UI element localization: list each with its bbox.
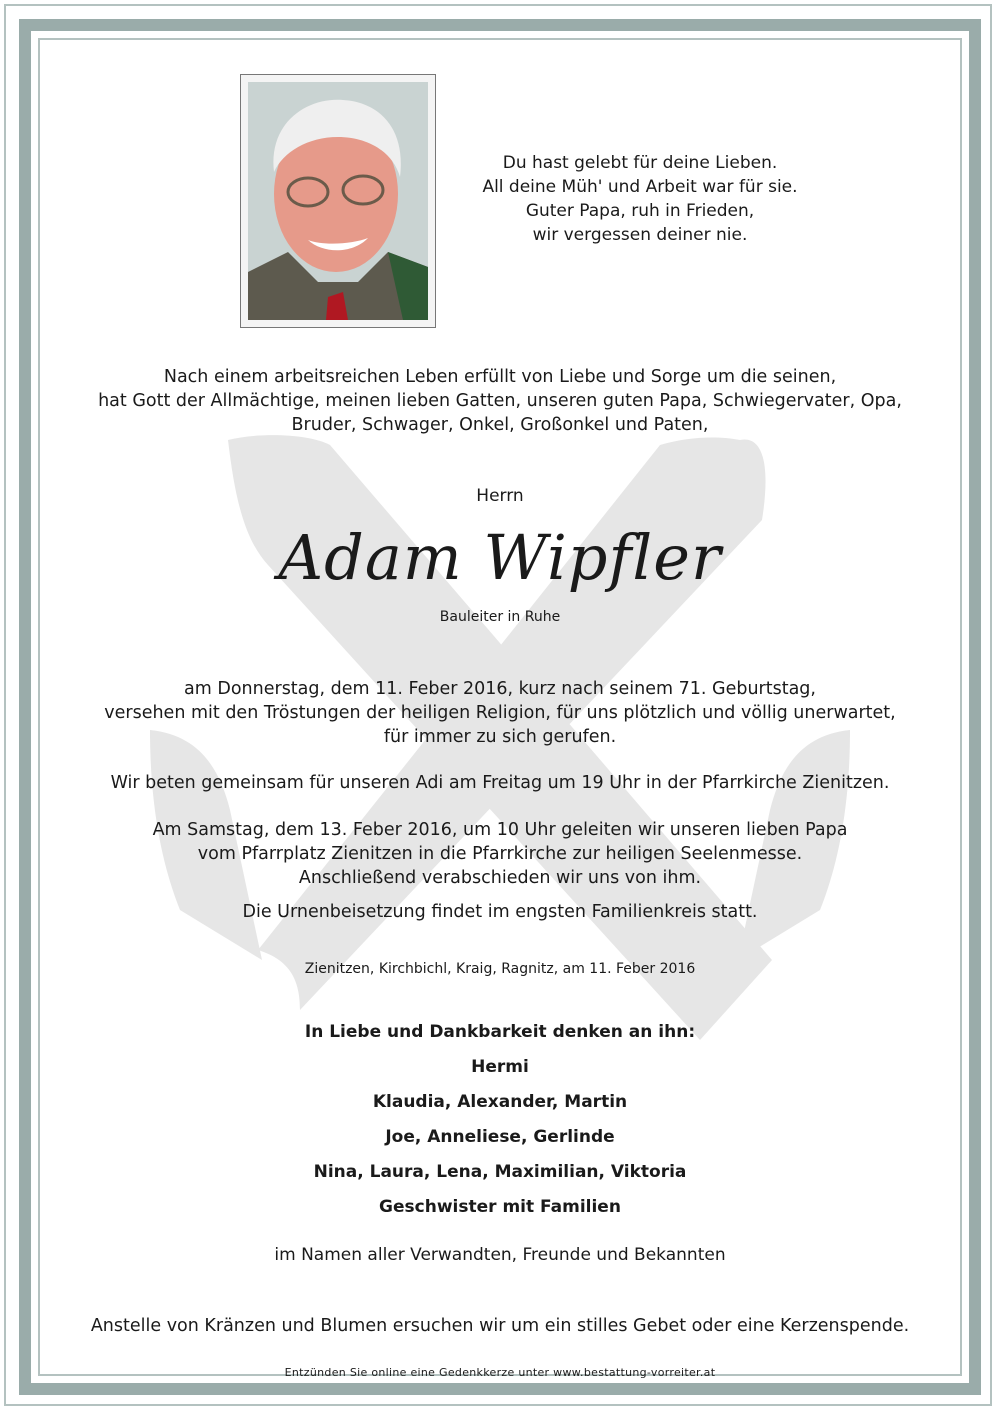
poem-line: All deine Müh' und Arbeit war für sie. [482,177,798,197]
death-line: versehen mit den Tröstungen der heiligen Religion, für uns plötzlich und völlig unerwartet, [104,703,896,723]
death-line: am Donnerstag, dem 11. Feber 2016, kurz nach seinem 71. Geburtstag, [184,679,816,699]
intro-line: hat Gott der Allmächtige, meinen lieben Gatten, unseren guten Papa, Schwiegervater, Opa, [98,391,902,411]
death-line: für immer zu sich gerufen. [383,727,617,747]
funeral-notice [40,818,960,890]
prayer-notice: Wir beten gemeinsam für unseren Adi am Freitag um 19 Uhr in der Pfarrkirche Zienitzen. [110,773,890,793]
portrait-photo [248,82,428,320]
intro-line: Nach einem arbeitsreichen Leben erfüllt von Liebe und Sorge um die seinen, [163,367,837,387]
donation-request: Anstelle von Kränzen und Blumen ersuchen wir um ein stilles Gebet oder eine Kerzenspende. [90,1316,910,1336]
place-date: Zienitzen, Kirchbichl, Kraig, Ragnitz, am 11. Feber 2016 [304,961,696,977]
deceased-name: Adam Wipfler [278,521,722,594]
poem-line: Du hast gelebt für deine Lieben. [502,153,778,173]
salutation: Herrn [476,486,524,506]
urn-notice: Die Urnenbeisetzung findet im engsten Familienkreis statt. [242,902,758,922]
mourner-entry: Hermi [471,1057,529,1077]
occupation: Bauleiter in Ruhe [439,609,561,625]
poem-line: Guter Papa, ruh in Frieden, [525,201,755,221]
footer-website: Entzünden Sie online eine Gedenkkerze unter www.bestattung-vorreiter.at [284,1366,716,1379]
funeral-line: Anschließend verabschieden wir uns von ihm. [298,868,702,888]
death-notice [40,677,960,749]
poem-line: wir vergessen deiner nie. [532,225,748,245]
portrait-photo-frame [240,74,436,328]
mourner-entry: Klaudia, Alexander, Martin [372,1092,628,1112]
poem [440,151,840,247]
relatives-line: im Namen aller Verwandten, Freunde und Bekannten [274,1245,726,1265]
funeral-line: vom Pfarrplatz Zienitzen in die Pfarrkirche zur heiligen Seelenmesse. [197,844,803,864]
intro-line: Bruder, Schwager, Onkel, Großonkel und Paten, [291,415,709,435]
mourner-entry: Nina, Laura, Lena, Maximilian, Viktoria [313,1162,687,1182]
funeral-line: Am Samstag, dem 13. Feber 2016, um 10 Uhr geleiten wir unseren lieben Papa [152,820,848,840]
mourners-heading: In Liebe und Dankbarkeit denken an ihn: [304,1022,696,1042]
mourner-entry: Geschwister mit Familien [379,1197,621,1217]
mourner-entry: Joe, Anneliese, Gerlinde [385,1127,615,1147]
intro-text [40,365,960,437]
